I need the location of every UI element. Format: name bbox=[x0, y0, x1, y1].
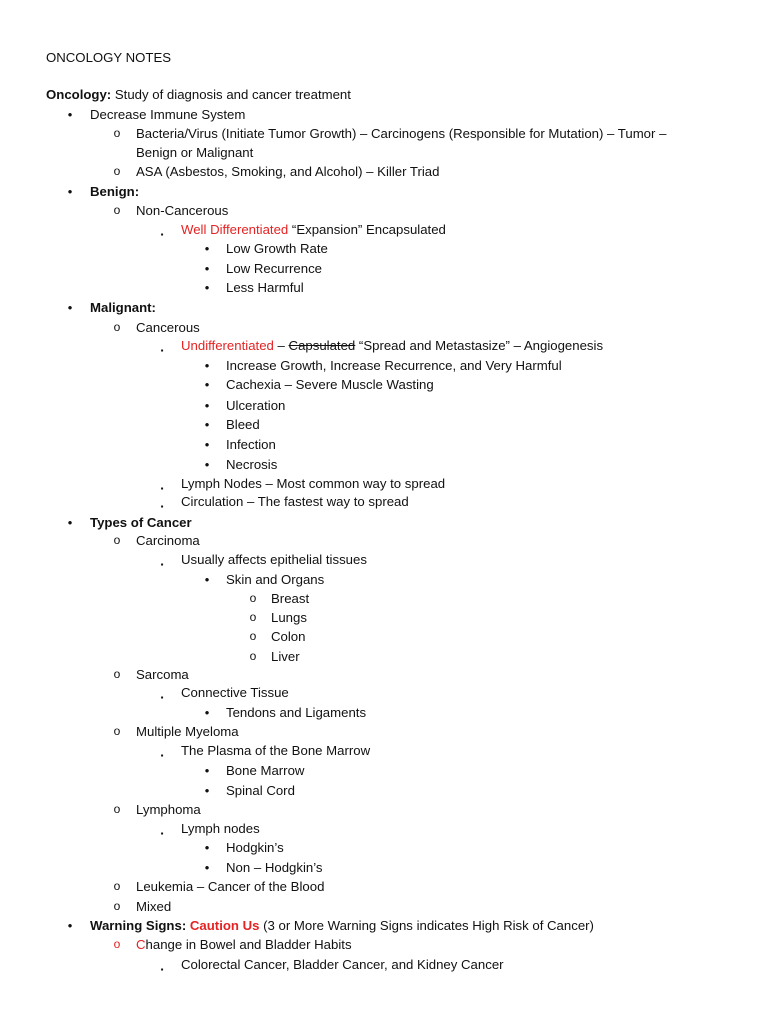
item-colorectal: Colorectal Cancer, Bladder Cancer, and Kidney Cancer bbox=[181, 957, 504, 972]
bullet-circle: o bbox=[113, 667, 121, 681]
intro-definition: Study of diagnosis and cancer treatment bbox=[111, 87, 351, 102]
item-necrosis: Necrosis bbox=[226, 457, 278, 472]
item-asa: ASA (Asbestos, Smoking, and Alcohol) – Killer Triad bbox=[136, 164, 440, 179]
bullet-disc: • bbox=[204, 280, 210, 295]
item-increase-growth: Increase Growth, Increase Recurrence, and Very Harmful bbox=[226, 358, 562, 373]
capsulated-strikethrough: Capsulated bbox=[288, 338, 356, 353]
item-non-hodgkins: Non – Hodgkin’s bbox=[226, 860, 323, 875]
item-colon: Colon bbox=[271, 629, 306, 644]
bullet-circle: o bbox=[249, 591, 257, 605]
bullet-circle: o bbox=[113, 533, 121, 547]
item-less-harmful: Less Harmful bbox=[226, 280, 304, 295]
bullet-disc: • bbox=[204, 398, 210, 413]
change-rest: hange in Bowel and Bladder Habits bbox=[145, 937, 352, 952]
bullet-disc: • bbox=[204, 437, 210, 452]
undifferentiated-dash: – bbox=[273, 338, 289, 353]
item-decrease: Decrease Immune System bbox=[90, 107, 246, 122]
bullet-disc: • bbox=[67, 107, 73, 122]
bullet-disc: • bbox=[204, 261, 210, 276]
item-change-bowel bbox=[136, 938, 352, 951]
well-differentiated-highlight: Well Differentiated bbox=[181, 222, 289, 237]
item-leukemia: Leukemia – Cancer of the Blood bbox=[136, 879, 325, 894]
item-mixed: Mixed bbox=[136, 899, 172, 914]
item-types-of-cancer: Types of Cancer bbox=[90, 515, 192, 530]
undifferentiated-rest: “Spread and Metastasize” – Angiogenesis bbox=[355, 338, 604, 353]
bullet-disc: • bbox=[204, 241, 210, 256]
bullet-circle: o bbox=[113, 899, 121, 913]
item-malignant: Malignant: bbox=[90, 300, 156, 315]
item-warning-signs bbox=[90, 919, 594, 932]
bullet-circle-red: o bbox=[113, 937, 121, 951]
item-ulceration: Ulceration bbox=[226, 398, 286, 413]
item-lymph-nodes: Lymph nodes bbox=[181, 821, 260, 836]
bullet-circle: o bbox=[113, 879, 121, 893]
bullet-disc: • bbox=[204, 763, 210, 778]
item-infection: Infection bbox=[226, 437, 276, 452]
item-myeloma: Multiple Myeloma bbox=[136, 724, 239, 739]
bullet-disc: • bbox=[204, 457, 210, 472]
bullet-disc: • bbox=[204, 860, 210, 875]
bullet-square: ▪ bbox=[160, 829, 164, 838]
bullet-disc: • bbox=[204, 705, 210, 720]
item-sarcoma: Sarcoma bbox=[136, 667, 189, 682]
bullet-disc: • bbox=[67, 184, 73, 199]
item-plasma: The Plasma of the Bone Marrow bbox=[181, 743, 371, 758]
bullet-disc: • bbox=[204, 783, 210, 798]
well-differentiated-rest: “Expansion” Encapsulated bbox=[288, 222, 446, 237]
bullet-disc: • bbox=[67, 918, 73, 933]
bullet-circle: o bbox=[113, 320, 121, 334]
doc-title: ONCOLOGY NOTES bbox=[46, 50, 172, 65]
item-benign: Benign: bbox=[90, 184, 140, 199]
item-epithelial: Usually affects epithelial tissues bbox=[181, 552, 367, 567]
bullet-disc: • bbox=[204, 572, 210, 587]
item-liver: Liver bbox=[271, 649, 300, 664]
item-hodgkins: Hodgkin’s bbox=[226, 840, 284, 855]
undifferentiated-highlight: Undifferentiated bbox=[181, 338, 274, 353]
item-cancerous: Cancerous bbox=[136, 320, 200, 335]
bullet-disc: • bbox=[204, 358, 210, 373]
bullet-circle: o bbox=[249, 649, 257, 663]
bullet-square: ▪ bbox=[160, 751, 164, 760]
bullet-circle: o bbox=[249, 629, 257, 643]
item-bleed: Bleed bbox=[226, 417, 260, 432]
item-low-growth: Low Growth Rate bbox=[226, 241, 328, 256]
bullet-disc: • bbox=[67, 300, 73, 315]
bullet-circle: o bbox=[113, 724, 121, 738]
bullet-circle: o bbox=[113, 164, 121, 178]
item-circulation: Circulation – The fastest way to spread bbox=[181, 494, 409, 509]
item-bacteria-cont: Benign or Malignant bbox=[136, 145, 254, 160]
change-initial-highlight: C bbox=[136, 937, 146, 952]
warning-label: Warning Signs: bbox=[90, 918, 187, 933]
caution-us-highlight: Caution Us bbox=[186, 918, 260, 933]
item-non-cancerous: Non-Cancerous bbox=[136, 203, 229, 218]
item-cachexia: Cachexia – Severe Muscle Wasting bbox=[226, 377, 434, 392]
item-low-recurrence: Low Recurrence bbox=[226, 261, 323, 276]
bullet-square: ▪ bbox=[160, 502, 164, 511]
bullet-disc: • bbox=[67, 515, 73, 530]
item-carcinoma: Carcinoma bbox=[136, 533, 200, 548]
item-skin-organs: Skin and Organs bbox=[226, 572, 325, 587]
bullet-circle: o bbox=[113, 802, 121, 816]
bullet-circle: o bbox=[113, 203, 121, 217]
warning-rest: (3 or More Warning Signs indicates High Risk of Cancer) bbox=[259, 918, 594, 933]
bullet-square: ▪ bbox=[160, 230, 164, 239]
item-lymphoma: Lymphoma bbox=[136, 802, 201, 817]
item-connective: Connective Tissue bbox=[181, 685, 289, 700]
item-bone-marrow: Bone Marrow bbox=[226, 763, 305, 778]
intro-text bbox=[46, 88, 351, 101]
item-breast: Breast bbox=[271, 591, 310, 606]
item-bacteria: Bacteria/Virus (Initiate Tumor Growth) – Carcinogens (Responsible for Mutation) – Tumor – bbox=[136, 126, 667, 141]
bullet-disc: • bbox=[204, 377, 210, 392]
item-lymph-nodes-spread: Lymph Nodes – Most common way to spread bbox=[181, 476, 446, 491]
bullet-circle: o bbox=[249, 610, 257, 624]
bullet-square: ▪ bbox=[160, 560, 164, 569]
bullet-square: ▪ bbox=[160, 346, 164, 355]
item-lungs: Lungs bbox=[271, 610, 307, 625]
item-well-differentiated bbox=[181, 223, 446, 236]
item-spinal-cord: Spinal Cord bbox=[226, 783, 295, 798]
item-undifferentiated bbox=[181, 339, 603, 352]
bullet-disc: • bbox=[204, 417, 210, 432]
bullet-circle: o bbox=[113, 126, 121, 140]
bullet-square: ▪ bbox=[160, 484, 164, 493]
bullet-square: ▪ bbox=[160, 693, 164, 702]
bullet-disc: • bbox=[204, 840, 210, 855]
bullet-square: ▪ bbox=[160, 965, 164, 974]
intro-term: Oncology: bbox=[46, 87, 112, 102]
item-tendons: Tendons and Ligaments bbox=[226, 705, 367, 720]
